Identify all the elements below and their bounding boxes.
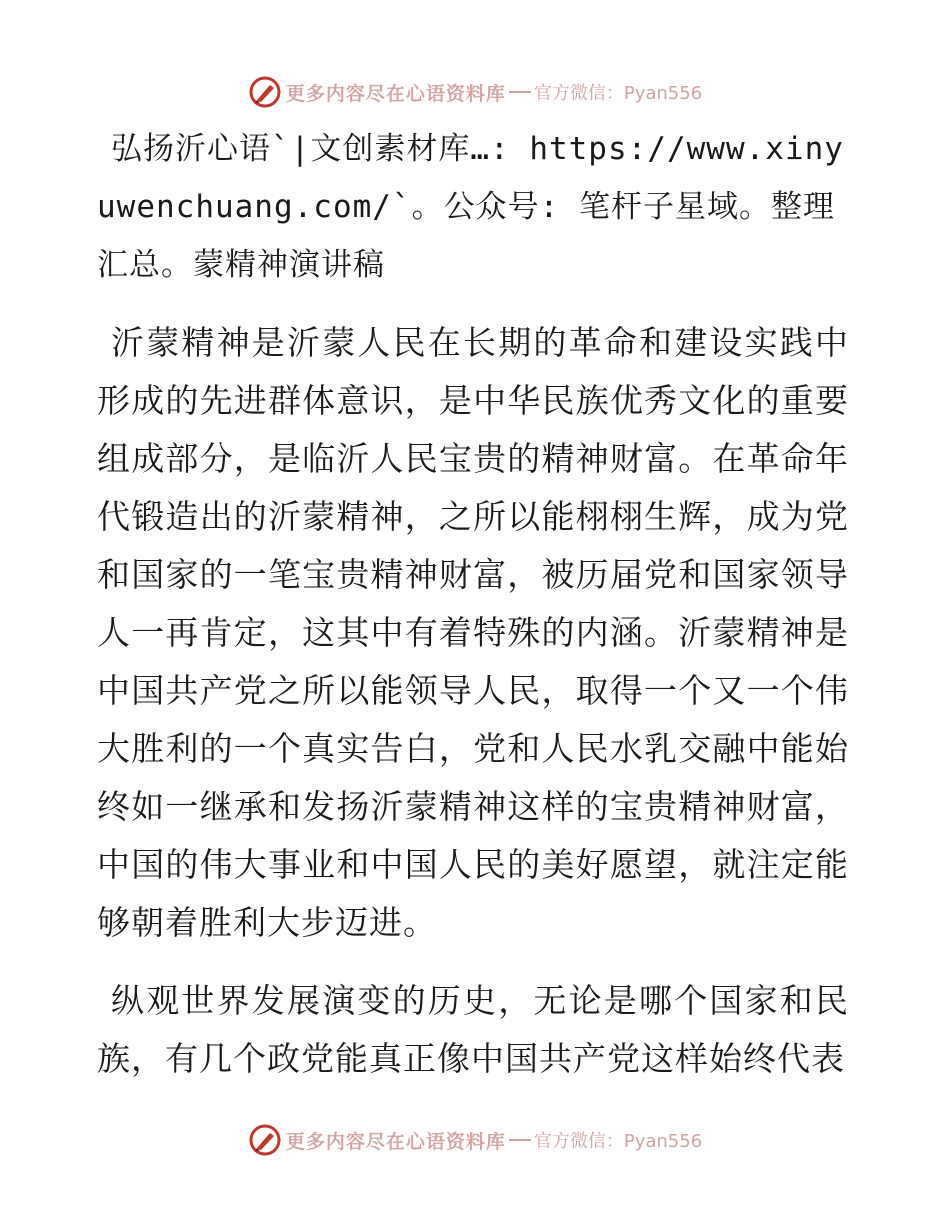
body-paragraph: 沂蒙精神是沂蒙人民在长期的革命和建设实践中形成的先进群体意识，是中华民族优秀文化的重要组成部分，是临沂人民宝贵的精神财富。在革命年代锻造出的沂蒙精神，之所以能栩栩生辉，成为党和国家的一笔宝贵精神财富，被历届党和国家领导人一再肯定，这其中有着特殊的内涵。沂蒙精神是中国共产党之所以能领导人民，取得一个又一个伟大胜利的一个真实告白，党和人民水乳交融中能始终如一继承和发扬沂蒙精神这样的宝贵精神财富，中国的伟大事业和中国人民的美好愿望，就注定能够朝着胜利大步迈进。 <box>97 323 849 942</box>
source-paragraph: 弘扬沂心语`|文创素材库…: https://www.xinyuwenchuang.com/`。公众号: 笔杆子星域。整理汇总。蒙精神演讲稿 <box>97 131 844 283</box>
header-banner <box>0 72 950 112</box>
banner-divider <box>509 91 531 93</box>
pen-logo-icon <box>248 1123 282 1157</box>
banner-divider <box>509 1139 531 1141</box>
document-body <box>97 120 849 1108</box>
footer-banner <box>0 1120 950 1160</box>
body-paragraph: 纵观世界发展演变的历史，无论是哪个国家和民族，有几个政党能真正像中国共产党这样始终代表 <box>97 981 849 1078</box>
pen-logo-icon <box>248 75 282 109</box>
banner-contact: 官方微信：Pyan556 <box>533 83 703 104</box>
banner-contact: 官方微信：Pyan556 <box>533 1131 703 1152</box>
banner-tagline: 更多内容尽在心语资料库 <box>285 82 506 105</box>
banner-tagline: 更多内容尽在心语资料库 <box>285 1130 506 1153</box>
